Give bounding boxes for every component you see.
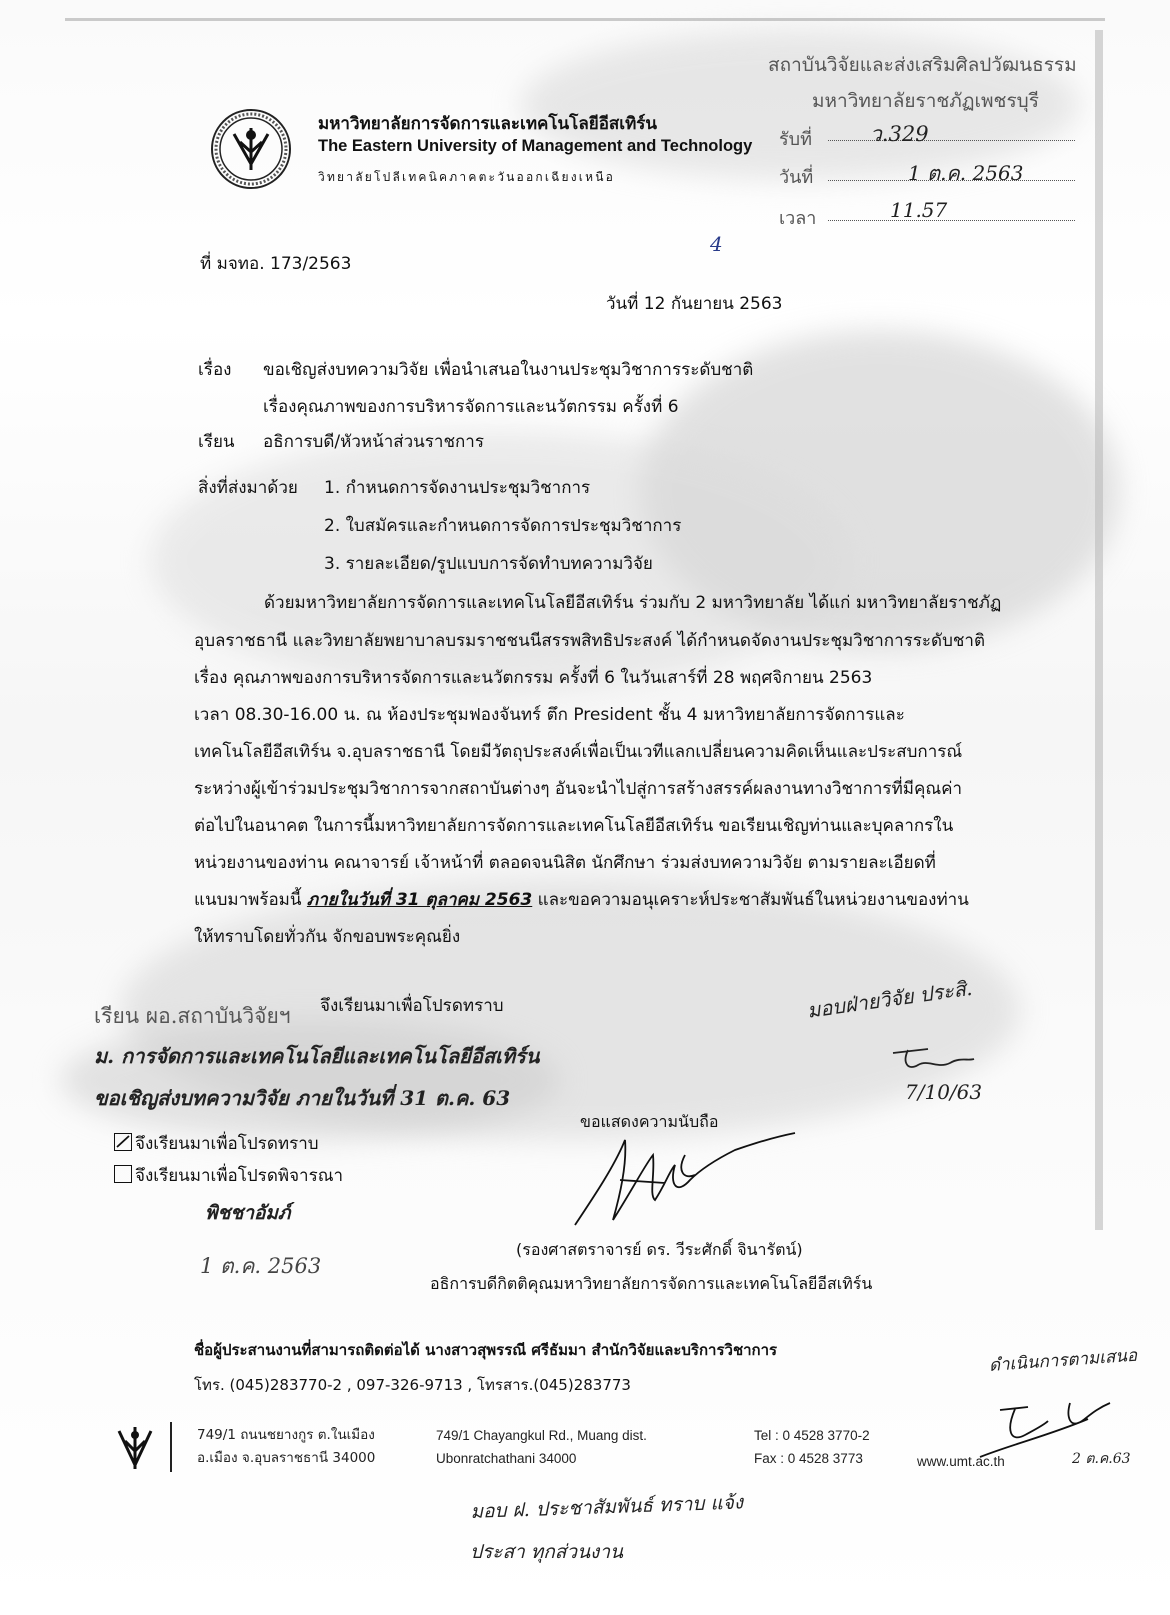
routing-line-2: ขอเชิญส่งบทความวิจัย ภายในวันที่ 31 ต.ค. 63 — [94, 1086, 511, 1110]
enclosure-item: 3. รายละเอียด/รูปแบบการจัดทำบทความวิจัย — [324, 554, 653, 574]
footer-divider — [170, 1422, 172, 1472]
checkbox-acknowledge-checked — [114, 1133, 132, 1151]
body-line: เรื่อง คุณภาพของการบริหารจัดการและนวัตกรรม ครั้งที่ 6 ในวันเสาร์ที่ 28 พฤศจิกายน 2563 — [194, 668, 873, 688]
scan-edge — [65, 18, 1105, 21]
subject-label: เรื่อง — [198, 360, 232, 380]
signer-name: (รองศาสตราจารย์ ดร. วีระศักดิ์ จินารัตน์) — [516, 1240, 803, 1259]
margin-note-approve: ดำเนินการตามเสนอ — [988, 1345, 1138, 1376]
subject-line-1: ขอเชิญส่งบทความวิจัย เพื่อนำเสนอในงานประชุมวิชาการระดับชาติ — [263, 360, 754, 380]
body-line — [194, 886, 969, 913]
routing-line-1: ม. การจัดการและเทคโนโลยีและเทคโนโลยีอีสเทิร์น — [94, 1044, 540, 1068]
stamp-received-label: รับที่ — [779, 129, 812, 150]
routing-date: 1 ต.ค. 2563 — [200, 1254, 322, 1278]
body-line: อุบลราชธานี และวิทยาลัยพยาบาลบรมราชชนนีสรรพสิทธิประสงค์ ได้กำหนดจัดงานประชุมวิชาการระดับชาติ — [194, 631, 985, 651]
bottom-handwritten-note-2: ประสา ทุกส่วนงาน — [470, 1541, 623, 1563]
footer-address-english-1: 749/1 Chayangkul Rd., Muang dist. — [436, 1428, 647, 1443]
margin-note-assign: มอบฝ่ายวิจัย ประสิ. — [805, 975, 974, 1023]
margin-note-initials-signature — [888, 1045, 978, 1075]
stamp-time-line — [828, 220, 1075, 221]
option-acknowledge — [114, 1130, 319, 1157]
footer-address-english-2: Ubonratchathani 34000 — [436, 1451, 577, 1466]
footer-fax: Fax : 0 4528 3773 — [754, 1451, 863, 1466]
stamp-received-number: ว.329 — [870, 122, 929, 146]
university-name-thai: มหาวิทยาลัยการจัดการและเทคโนโลยีอีสเทิร์น — [318, 114, 658, 134]
body-line: ด้วยมหาวิทยาลัยการจัดการและเทคโนโลยีอีสเทิร์น ร่วมกับ 2 มหาวิทยาลัย ได้แก่ มหาวิทยาลัยราชภัฏ — [264, 593, 1002, 613]
routing-recipient: เรียน ผอ.สถาบันวิจัยฯ — [94, 1004, 291, 1028]
closing-request: จึงเรียนมาเพื่อโปรดทราบ — [320, 996, 504, 1016]
university-name-english: The Eastern University of Management and Technology — [318, 137, 753, 155]
footer-address-thai-2: อ.เมือง จ.อุบลราชธานี 34000 — [197, 1450, 376, 1466]
handwritten-mark: 4 — [710, 232, 723, 256]
stamp-date-label: วันที่ — [779, 167, 814, 188]
enclosure-item: 2. ใบสมัครและกำหนดการจัดการประชุมวิชาการ — [324, 516, 682, 536]
subject-line-2: เรื่องคุณภาพของการบริหารจัดการและนวัตกรรม ครั้งที่ 6 — [263, 397, 679, 417]
enclosure-item: 1. กำหนดการจัดงานประชุมวิชาการ — [324, 478, 591, 498]
checkbox-consider-unchecked — [114, 1165, 132, 1183]
letter-date: วันที่ 12 กันยายน 2563 — [606, 294, 783, 314]
bottom-handwritten-note-1: มอบ ฝ. ประชาสัมพันธ์ ทราบ แจ้ง — [470, 1491, 744, 1523]
university-seal-logo — [210, 108, 292, 190]
body-line: ระหว่างผู้เข้าร่วมประชุมวิชาการจากสถาบันต่างๆ อันจะนำไปสู่การสร้างสรรค์ผลงานทางวิชาการที่มีคุณค่า — [194, 779, 963, 799]
signer-title: อธิการบดีกิตติคุณมหาวิทยาลัยการจัดการและเทคโนโลยีอีสเทิร์น — [430, 1274, 873, 1293]
stamp-date-value: 1 ต.ค. 2563 — [908, 161, 1024, 185]
contact-phone: โทร. (045)283770-2 , 097-326-9713 , โทรสาร.(045)283773 — [194, 1376, 631, 1394]
college-name-thai: วิทยาลัยโปลีเทคนิคภาคตะวันออกเฉียงเหนือ — [318, 170, 616, 184]
footer-address-thai-1: 749/1 ถนนชยางกูร ต.ในเมือง — [197, 1427, 375, 1443]
reference-number: ที่ มจทอ. 173/2563 — [200, 254, 352, 274]
stamp-received-line — [828, 140, 1075, 141]
stamp-university: มหาวิทยาลัยราชภัฏเพชรบุรี — [812, 90, 1039, 112]
option-consider-label: จึงเรียนมาเพื่อโปรดพิจารณา — [135, 1166, 344, 1186]
footer-logo-icon — [115, 1425, 155, 1471]
salutation-label: เรียน — [198, 432, 235, 452]
footer-website-link: www.umt.ac.th — [917, 1454, 1005, 1469]
scan-edge — [1095, 30, 1103, 1230]
option-acknowledge-label: จึงเรียนมาเพื่อโปรดทราบ — [135, 1134, 319, 1154]
stamp-time-value: 11.57 — [890, 198, 948, 222]
enclosures-label: สิ่งที่ส่งมาด้วย — [198, 478, 298, 498]
body-line: เทคโนโลยีอีสเทิร์น จ.อุบลราชธานี โดยมีวัตถุประสงค์เพื่อเป็นเวทีแลกเปลี่ยนความคิดเห็นและประสบการณ์ — [194, 742, 963, 762]
option-consider — [114, 1162, 343, 1189]
scan-smudge — [60, 1020, 560, 1140]
salutation-recipient: อธิการบดี/หัวหน้าส่วนราชการ — [263, 432, 484, 452]
body-line: ต่อไปในอนาคต ในการนี้มหาวิทยาลัยการจัดการและเทคโนโลยีอีสเทิร์น ขอเรียนเชิญท่านและบุคลากรใน — [194, 816, 954, 836]
contact-person: ชื่อผู้ประสานงานที่สามารถติดต่อได้ นางสาวสุพรรณี ศรีธัมมา สำนักวิจัยและบริการวิชาการ — [194, 1341, 778, 1359]
body-line-9-end: และขอความอนุเคราะห์ประชาสัมพันธ์ในหน่วยงานของท่าน — [532, 890, 969, 910]
stamp-institute: สถาบันวิจัยและส่งเสริมศิลปวัฒนธรรม — [768, 54, 1077, 76]
body-line-9-start: แนบมาพร้อมนี้ — [194, 890, 307, 910]
submission-deadline: ภายในวันที่ 31 ตุลาคม 2563 — [306, 890, 533, 910]
stamp-time-label: เวลา — [779, 208, 817, 229]
president-signature — [565, 1125, 805, 1235]
footer-telephone: Tel : 0 4528 3770-2 — [754, 1428, 870, 1443]
body-line: ให้ทราบโดยทั่วกัน จักขอบพระคุณยิ่ง — [194, 927, 461, 947]
margin-note-assign-date: 7/10/63 — [905, 1080, 983, 1104]
body-line: หน่วยงานของท่าน คณาจารย์ เจ้าหน้าที่ ตลอดจนนิสิต นักศึกษา ร่วมส่งบทความวิจัย ตามรายละเอียดที่ — [194, 853, 936, 873]
regards: ขอแสดงความนับถือ — [580, 1112, 719, 1131]
body-line: เวลา 08.30-16.00 น. ณ ห้องประชุมฟองจันทร์ ตึก President ชั้น 4 มหาวิทยาลัยการจัดการและ — [194, 705, 905, 725]
margin-note-approve-date: 2 ต.ค.63 — [1072, 1451, 1131, 1467]
routing-signature-name: พิชชาอัมภ์ — [205, 1202, 291, 1224]
